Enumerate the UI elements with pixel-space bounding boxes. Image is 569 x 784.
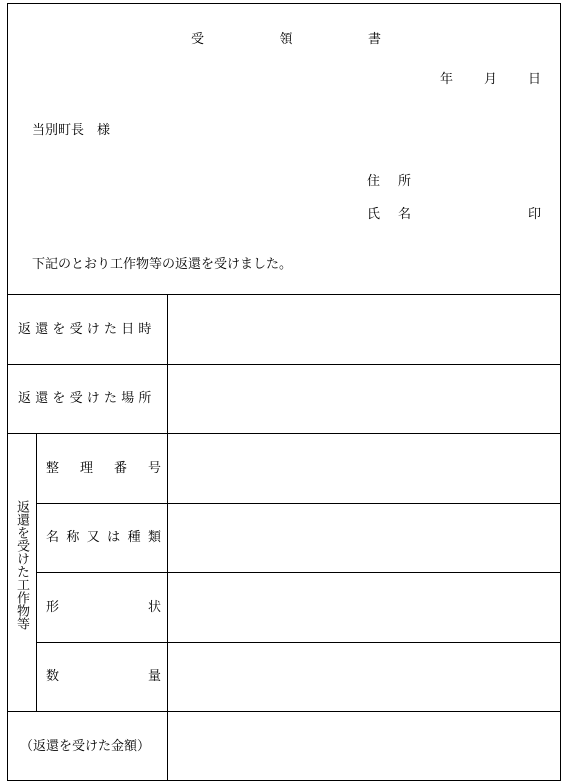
value-quantity[interactable] (168, 643, 560, 711)
date-day-label: 日 (528, 72, 542, 87)
value-shape[interactable] (168, 573, 560, 642)
receipt-form (7, 3, 561, 781)
label-shape: 形 状 (46, 600, 161, 615)
name-label: 氏 名 (367, 207, 411, 222)
value-name-or-type[interactable] (168, 504, 560, 572)
addressee: 当別町長 様 (32, 123, 111, 138)
receipt-title: 受 領 書 (191, 32, 381, 47)
date-year-label: 年 (440, 72, 454, 87)
label-returned-place: 返還を受けた場所 (18, 391, 156, 406)
address-label: 住 所 (367, 174, 411, 189)
label-returned-datetime: 返還を受けた日時 (18, 322, 156, 337)
seal-mark: 印 (528, 207, 542, 222)
value-returned-place[interactable] (168, 365, 560, 433)
statement: 下記のとおり工作物等の返還を受けました。 (32, 257, 293, 272)
group-column-divider (36, 433, 37, 711)
label-returned-amount: （返還を受けた金額） (20, 739, 151, 754)
label-name-or-type: 名 称 又 は 種 類 (46, 530, 161, 545)
label-returned-works-group: 返還を受けた工作物等 (14, 500, 29, 630)
value-returned-amount[interactable] (168, 712, 560, 780)
label-serial-number: 整 理 番 号 (46, 461, 161, 476)
date-month-label: 月 (484, 72, 498, 87)
value-serial-number[interactable] (168, 434, 560, 503)
value-returned-datetime[interactable] (168, 295, 560, 364)
label-quantity: 数 量 (46, 669, 161, 684)
